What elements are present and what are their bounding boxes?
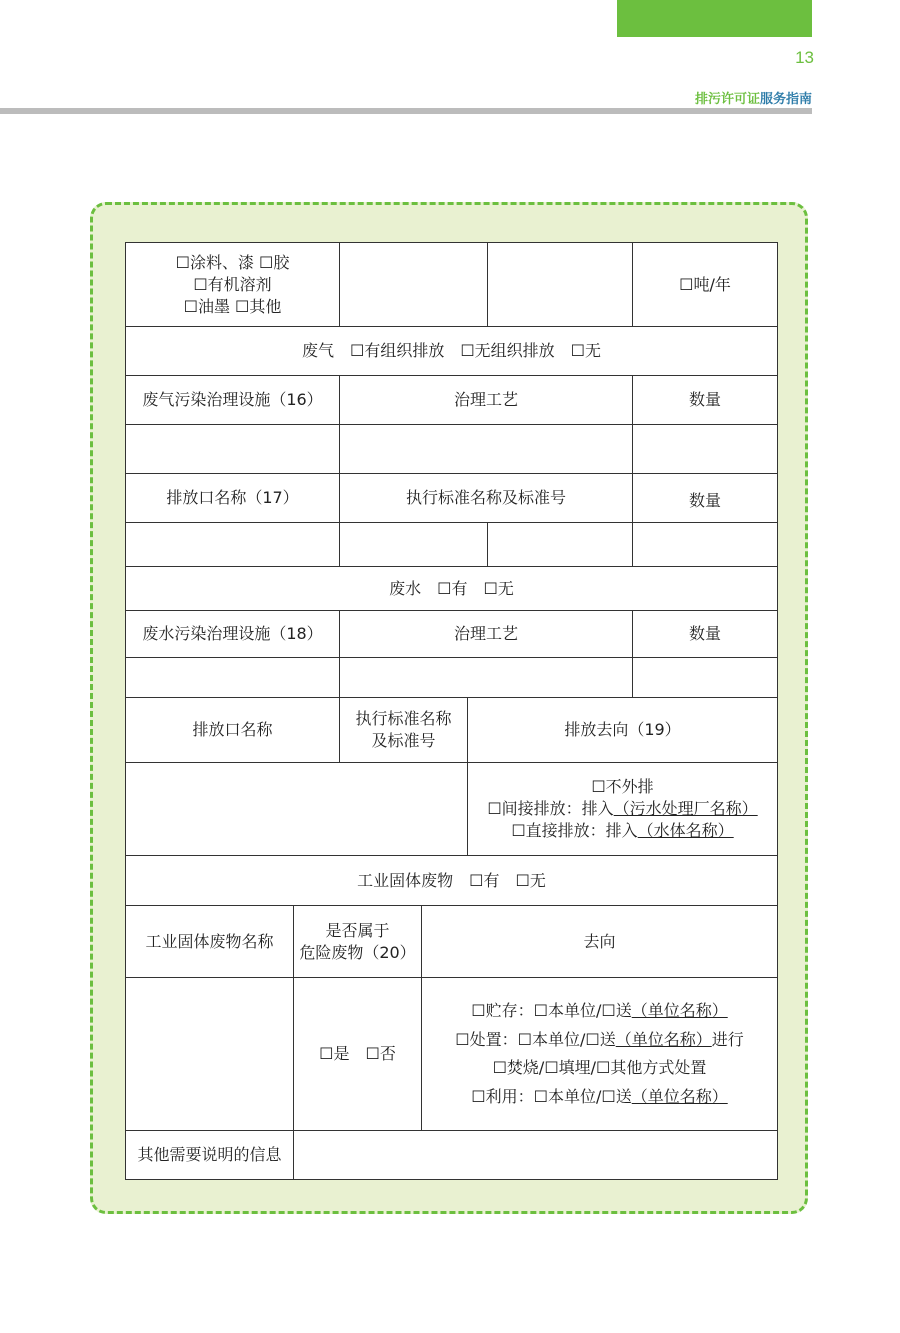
header-green-tab	[617, 0, 812, 37]
water-facility-blank[interactable]	[125, 657, 340, 698]
material-options-cell[interactable]	[125, 242, 340, 327]
quantity-label: 数量	[688, 390, 721, 409]
discharge-options-cell[interactable]	[467, 762, 778, 856]
discharge-option-direct[interactable]	[511, 820, 733, 842]
water-process-blank[interactable]	[339, 657, 633, 698]
quantity-label: 数量	[688, 624, 721, 643]
water-quantity-header	[632, 610, 778, 658]
destination-label: 去向	[583, 931, 616, 951]
water-outlet-header	[125, 697, 340, 763]
destination-use[interactable]	[471, 1083, 727, 1112]
storage-blank[interactable]: （单位名称）	[631, 1001, 728, 1020]
gas-facility-header	[125, 375, 340, 425]
water-facility-header	[125, 610, 340, 658]
discharge-direction-header	[467, 697, 778, 763]
hazardous-yes-no-cell[interactable]	[293, 977, 422, 1131]
gas-standard-header	[339, 473, 633, 523]
material-amount-blank[interactable]	[487, 242, 633, 327]
material-option-line: ☐涂料、漆 ☐胶	[175, 252, 290, 272]
solid-waste-name-label: 工业固体废物名称	[145, 931, 274, 951]
solid-waste-options: 工业固体废物 ☐有 ☐无	[357, 870, 546, 890]
material-option-line: ☐有机溶剂	[193, 274, 272, 294]
waste-water-row[interactable]	[125, 566, 778, 611]
destination-disposal[interactable]	[455, 1026, 743, 1055]
discharge-option-indirect[interactable]	[487, 798, 757, 820]
gas-outlet-blank[interactable]	[125, 522, 340, 567]
outlet-name-label: 排放口名称（17）	[166, 488, 299, 507]
gas-process-header	[339, 375, 633, 425]
gas-outlet-quantity-blank[interactable]	[632, 522, 778, 567]
indirect-prefix: ☐间接排放：排入	[487, 799, 614, 818]
direct-prefix: ☐直接排放：排入	[511, 821, 638, 840]
water-facility-label: 废水污染治理设施（18）	[142, 624, 323, 643]
direct-blank[interactable]: （水体名称）	[637, 821, 734, 840]
discharge-option-none[interactable]: ☐不外排	[591, 777, 654, 796]
standard-label: 执行标准名称及标准号	[405, 488, 566, 507]
use-blank[interactable]: （单位名称）	[631, 1086, 728, 1106]
water-standard-header	[339, 697, 468, 763]
gas-outlet-quantity-header	[632, 473, 778, 523]
waste-water-options: 废水 ☐有 ☐无	[389, 578, 514, 598]
discharge-direction-label: 排放去向（19）	[564, 720, 681, 739]
material-name-blank[interactable]	[339, 242, 488, 327]
gas-quantity-header	[632, 375, 778, 425]
standard-label-line: 及标准号	[371, 731, 436, 750]
page-number: 13	[795, 48, 814, 67]
hazardous-yes-no[interactable]: ☐是 ☐否	[319, 1044, 396, 1063]
standard-label-line: 执行标准名称	[355, 709, 452, 728]
water-outlet-blank[interactable]	[125, 762, 468, 856]
waste-gas-row[interactable]	[125, 326, 778, 376]
water-quantity-blank[interactable]	[632, 657, 778, 698]
other-info-blank[interactable]	[293, 1130, 778, 1180]
permit-form	[125, 242, 778, 1180]
gas-process-blank[interactable]	[339, 424, 633, 474]
disposal-methods[interactable]: ☐焚烧/☐填埋/☐其他方式处置	[492, 1058, 707, 1077]
solid-waste-name-blank[interactable]	[125, 977, 294, 1131]
material-option-line: ☐油墨 ☐其他	[183, 296, 282, 316]
outlet-name-label: 排放口名称	[192, 720, 273, 739]
destination-storage[interactable]	[471, 997, 727, 1026]
quantity-label: 数量	[688, 491, 721, 510]
solid-waste-name-header	[125, 905, 294, 978]
hazardous-header	[293, 905, 422, 978]
storage-prefix: ☐贮存：☐本单位/☐送	[471, 1001, 632, 1020]
gas-facility-blank[interactable]	[125, 424, 340, 474]
guide-title	[600, 88, 812, 107]
gas-facility-label: 废气污染治理设施（16）	[142, 390, 323, 409]
gas-quantity-blank[interactable]	[632, 424, 778, 474]
gas-standard-name-blank[interactable]	[339, 522, 488, 567]
other-info-header	[125, 1130, 294, 1180]
hazardous-label-line: 是否属于	[325, 920, 390, 940]
disposal-prefix: ☐处置：☐本单位/☐送	[455, 1029, 616, 1049]
treatment-process-label: 治理工艺	[453, 390, 518, 409]
other-info-label: 其他需要说明的信息	[137, 1145, 282, 1164]
guide-title-part1: 排污许可证	[694, 92, 760, 107]
use-prefix: ☐利用：☐本单位/☐送	[471, 1086, 632, 1106]
unit-option: ☐吨/年	[679, 274, 731, 294]
unit-option-cell[interactable]	[632, 242, 778, 327]
disposal-suffix: 进行	[711, 1029, 744, 1049]
treatment-process-label: 治理工艺	[453, 624, 518, 643]
indirect-blank[interactable]: （污水处理厂名称）	[613, 799, 758, 818]
gas-standard-number-blank[interactable]	[487, 522, 633, 567]
destination-header	[421, 905, 778, 978]
solid-waste-row[interactable]	[125, 855, 778, 906]
water-process-header	[339, 610, 633, 658]
header-divider	[0, 108, 812, 114]
guide-title-part2: 服务指南	[759, 92, 812, 107]
waste-gas-options: 废气 ☐有组织排放 ☐无组织排放 ☐无	[301, 341, 602, 360]
destination-options-cell[interactable]	[421, 977, 778, 1131]
disposal-blank[interactable]: （单位名称）	[615, 1029, 712, 1049]
hazardous-label-line: 危险废物（20）	[299, 942, 416, 962]
gas-outlet-header	[125, 473, 340, 523]
